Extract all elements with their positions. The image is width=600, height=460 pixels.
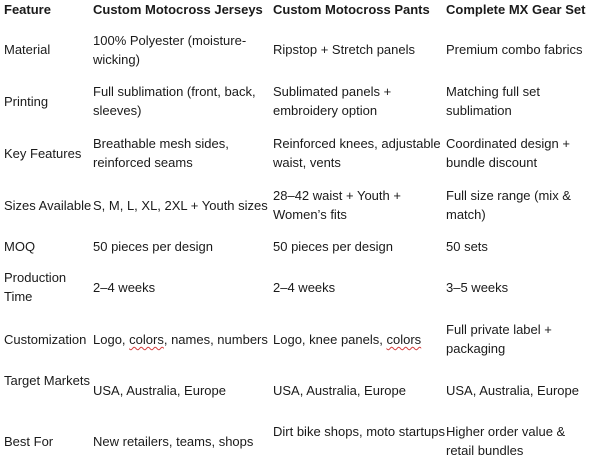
row-label-target-markets: Target Markets — [4, 373, 90, 388]
customization-pants-pre: Logo, knee panels, — [273, 332, 387, 347]
header-pants: Custom Motocross Pants — [273, 2, 430, 17]
row-label-sizes-available: Sizes Available — [4, 198, 92, 213]
header-gear-set: Complete MX Gear Set — [446, 2, 586, 17]
cell-production-gear-set: 3–5 weeks — [446, 280, 509, 295]
cell-production-jerseys: 2–4 weeks — [93, 280, 156, 295]
header-jerseys: Custom Motocross Jerseys — [93, 2, 263, 17]
cell-customization-gear-set: Full private label + packaging — [446, 322, 552, 356]
cell-printing-gear-set: Matching full set sublimation — [446, 84, 540, 118]
cell-key-features-gear-set: Coordinated design + bundle discount — [446, 136, 570, 170]
cell-key-features-pants: Reinforced knees, adjustable waist, vents — [273, 136, 441, 170]
cell-target-gear-set: USA, Australia, Europe — [446, 383, 579, 398]
spellcheck-colors-jerseys: colors — [129, 332, 164, 347]
cell-best-for-jerseys: New retailers, teams, shops — [93, 434, 254, 449]
cell-moq-gear-set: 50 sets — [446, 239, 488, 254]
spellcheck-colors-pants: colors — [386, 332, 422, 347]
row-label-key-features: Key Features — [4, 146, 82, 161]
cell-moq-jerseys: 50 pieces per design — [93, 239, 213, 254]
cell-material-jerseys: 100% Polyester (moisture-wicking) — [93, 33, 247, 67]
cell-best-for-pants: Dirt bike shops, moto startups — [273, 424, 445, 439]
customization-jerseys-post: , names, numbers — [163, 332, 268, 347]
cell-customization-pants — [273, 330, 445, 349]
header-feature: Feature — [4, 2, 51, 17]
cell-sizes-pants: 28–42 waist + Youth + Women’s fits — [273, 188, 401, 222]
cell-target-jerseys: USA, Australia, Europe — [93, 383, 226, 398]
cell-customization-jerseys — [93, 330, 271, 349]
cell-printing-jerseys: Full sublimation (front, back, sleeves) — [93, 84, 256, 118]
cell-production-pants: 2–4 weeks — [273, 280, 336, 295]
cell-moq-pants: 50 pieces per design — [273, 239, 393, 254]
cell-printing-pants: Sublimated panels + embroidery option — [273, 84, 392, 118]
cell-target-pants: USA, Australia, Europe — [273, 383, 406, 398]
row-label-moq: MOQ — [4, 239, 36, 254]
row-label-material: Material — [4, 42, 51, 57]
row-label-printing: Printing — [4, 94, 49, 109]
cell-sizes-jerseys: S, M, L, XL, 2XL + Youth sizes — [93, 198, 268, 213]
cell-key-features-jerseys: Breathable mesh sides, reinforced seams — [93, 136, 229, 170]
row-label-production-time: Production Time — [4, 270, 67, 304]
customization-jerseys-pre: Logo, — [93, 332, 130, 347]
cell-material-gear-set: Premium combo fabrics — [446, 42, 583, 57]
row-label-best-for: Best For — [4, 434, 54, 449]
cell-best-for-gear-set: Higher order value & retail bundles — [446, 424, 566, 458]
row-label-customization: Customization — [4, 332, 87, 347]
cell-material-pants: Ripstop + Stretch panels — [273, 42, 415, 57]
cell-sizes-gear-set: Full size range (mix & match) — [446, 188, 571, 222]
